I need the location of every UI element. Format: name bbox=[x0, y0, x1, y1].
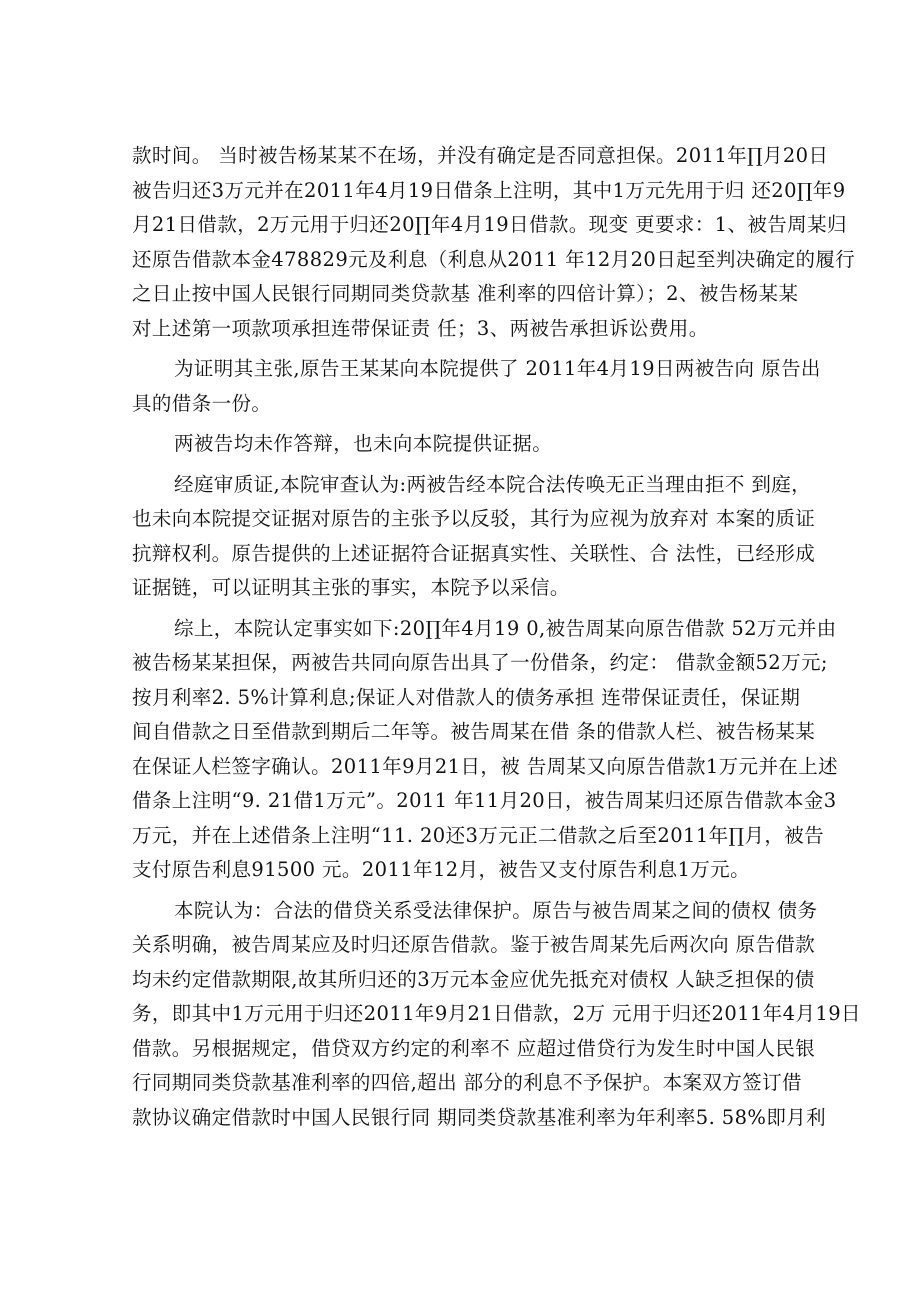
paragraph-claims bbox=[132, 139, 856, 346]
text-line: 抗辩权利。原告提供的上述证据符合证据真实性、关联性、合 法性，已经形成 bbox=[132, 541, 816, 565]
text-line: 也未向本院提交证据对原告的主张予以反驳，其行为应视为放弃对 本案的质证 bbox=[132, 507, 816, 530]
document-body bbox=[132, 139, 861, 1141]
text-line: 经庭审质证,本院审查认为:两被告经本院合法传唤无正当理由拒不 到庭， bbox=[174, 472, 812, 496]
text-line: 月21日借款，2万元用于归还20∏年4月19日借款。现变 更要求：1、被告周某归 bbox=[132, 213, 847, 236]
text-line: 综上，本院认定事实如下:20∏年4月19 0,被告周某向原告借款 52万元并由 bbox=[174, 616, 837, 640]
text-line: 为证明其主张,原告王某某向本院提供了 2011年4月19日两被告向 原告出 bbox=[174, 357, 821, 380]
text-line: 支付原告利息91500 元。2011年12月，被告又支付原告利息1万元。 bbox=[132, 858, 750, 881]
text-line: 证据链，可以证明其主张的事实，本院予以采信。 bbox=[132, 576, 570, 599]
text-line: 关系明确，被告周某应及时归还原告借款。鉴于被告周某先后两次向 原告借款 bbox=[132, 933, 816, 956]
text-line: 在保证人栏签字确认。2011年9月21日，被 告周某又向原告借款1万元并在上述 bbox=[132, 754, 839, 778]
text-line: 款协议确定借款时中国人民银行同 期同类贷款基准利率为年利率5. 58%即月利 bbox=[132, 1105, 827, 1129]
text-line: 借款。另根据规定，借贷双方约定的利率不 应超过借贷行为发生时中国人民银 bbox=[132, 1036, 816, 1060]
text-line: 间自借款之日至借款到期后二年等。被告周某在借 条的借款人栏、被告杨某某 bbox=[132, 720, 816, 743]
text-line: 对上述第一项款项承担连带保证责 任；3、两被告承担诉讼费用。 bbox=[132, 316, 709, 340]
paragraph-evidence bbox=[132, 352, 822, 421]
text-line: 被告杨某某担保，两被告共同向原告出具了一份借条，约定： 借款金额52万元; bbox=[132, 651, 828, 674]
text-line: 被告归还3万元并在2011年4月19日借条上注明，其中1万元先用于归 还20∏年9 bbox=[132, 178, 846, 202]
text-line: 款时间。 当时被告杨某某不在场，并没有确定是否同意担保。2011年∏月20日 bbox=[132, 144, 829, 167]
paragraph-examination bbox=[132, 468, 822, 606]
text-line: 具的借条一份。 bbox=[132, 391, 272, 415]
text-line: 还原告借款本金478829元及利息（利息从2011 年12月20日起至判决确定的履行 bbox=[132, 247, 856, 271]
text-line: 两被告均未作答辩，也未向本院提供证据。 bbox=[174, 432, 553, 455]
paragraph-no-defense bbox=[132, 427, 822, 462]
text-line: 行同期同类贷款基准利率的四倍,超出 部分的利息不予保护。本案双方签订借 bbox=[132, 1071, 802, 1094]
paragraph-facts bbox=[132, 612, 839, 888]
text-line: 之日止按中国人民银行同期同类贷款基 准利率的四倍计算）；2、被告杨某某 bbox=[132, 282, 799, 305]
text-line: 本院认为：合法的借贷关系受法律保护。原告与被告周某之间的债权 债务 bbox=[174, 898, 818, 922]
paragraph-court-opinion bbox=[132, 894, 861, 1136]
text-line: 务，即其中1万元用于归还2011年9月21日借款，2万 元用于归还2011年4月19日 bbox=[132, 1002, 861, 1025]
text-line: 按月利率2. 5%计算利息;保证人对借款人的债务承担 连带保证责任，保证期 bbox=[132, 685, 801, 709]
text-line: 借条上注明“9. 21借1万元”。2011 年11月20日，被告周某归还原告借款本金3 bbox=[132, 789, 837, 812]
text-line: 万元，并在上述借条上注明“11. 20还3万元正二借款之后至2011年∏月，被告 bbox=[132, 823, 825, 847]
text-line: 均未约定借款期限,故其所归还的3万元本金应优先抵充对债权 人缺乏担保的债 bbox=[132, 967, 815, 991]
